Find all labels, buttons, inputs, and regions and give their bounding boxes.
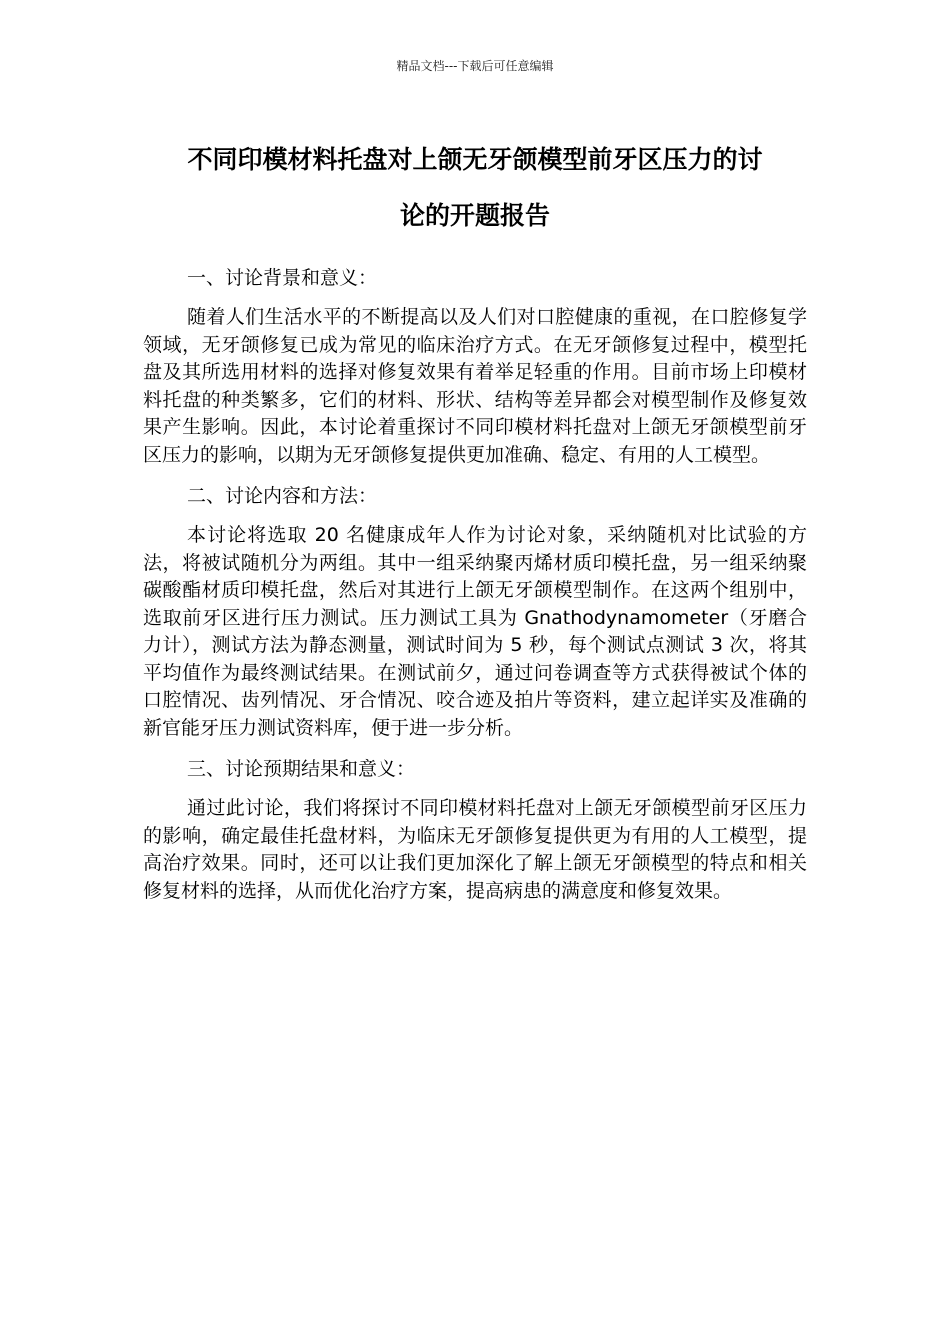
title-line-2: 论的开题报告	[399, 201, 550, 230]
section-1-paragraph: 随着人们生活水平的不断提高以及人们对口腔健康的重视，在口腔修复学领域，无牙颌修复已成为常见的临床治疗方式。在无牙颌修复过程中，模型托盘及其所选用材料的选择对修复效果有着举足轻重的作用。目前市场上印模材料托盘的种类繁多，它们的材料、形状、结构等差异都会对模型制作及修复效果产生影响。因此，本讨论着重探讨不同印模材料托盘对上颌无牙颌模型前牙区压力的影响，以期为无牙颌修复提供更加准确、稳定、有用的人工模型。	[143, 306, 807, 466]
section-2-paragraph: 本讨论将选取 20 名健康成年人作为讨论对象，采纳随机对比试验的方法，将被试随机分为两组。其中一组采纳聚丙烯材质印模托盘，另一组采纳聚碳酸酯材质印模托盘，然后对其进行上颌无牙颌模型制作。在这两个组别中，选取前牙区进行压力测试。压力测试工具为 Gnathodynamometer（牙磨合力计），测试方法为静态测量，测试时间为 5 秒，每个测试点测试 3 次，将其平均值作为最终测试结果。在测试前夕，通过问卷调查等方式获得被试个体的口腔情况、齿列情况、牙合情况、咬合迹及拍片等资料，建立起详实及准确的新官能牙压力测试资料库，便于进一步分析。	[143, 524, 807, 739]
section-3-paragraph: 通过此讨论，我们将探讨不同印模材料托盘对上颌无牙颌模型前牙区压力的影响，确定最佳托盘材料，为临床无牙颌修复提供更为有用的人工模型，提高治疗效果。同时，还可以让我们更加深化了解上颌无牙颌模型的特点和相关修复材料的选择，从而优化治疗方案，提高病患的满意度和修复效果。	[143, 797, 807, 902]
page-header: 精品文档---下载后可任意编辑	[396, 59, 554, 73]
document-title	[143, 132, 807, 244]
section-2-heading: 二、讨论内容和方法：	[187, 485, 378, 507]
title-line-1: 不同印模材料托盘对上颌无牙颌模型前牙区压力的讨	[187, 145, 763, 174]
section-1-heading: 一、讨论背景和意义：	[187, 267, 378, 289]
document-body	[143, 132, 807, 918]
section-3-heading: 三、讨论预期结果和意义：	[187, 758, 416, 780]
